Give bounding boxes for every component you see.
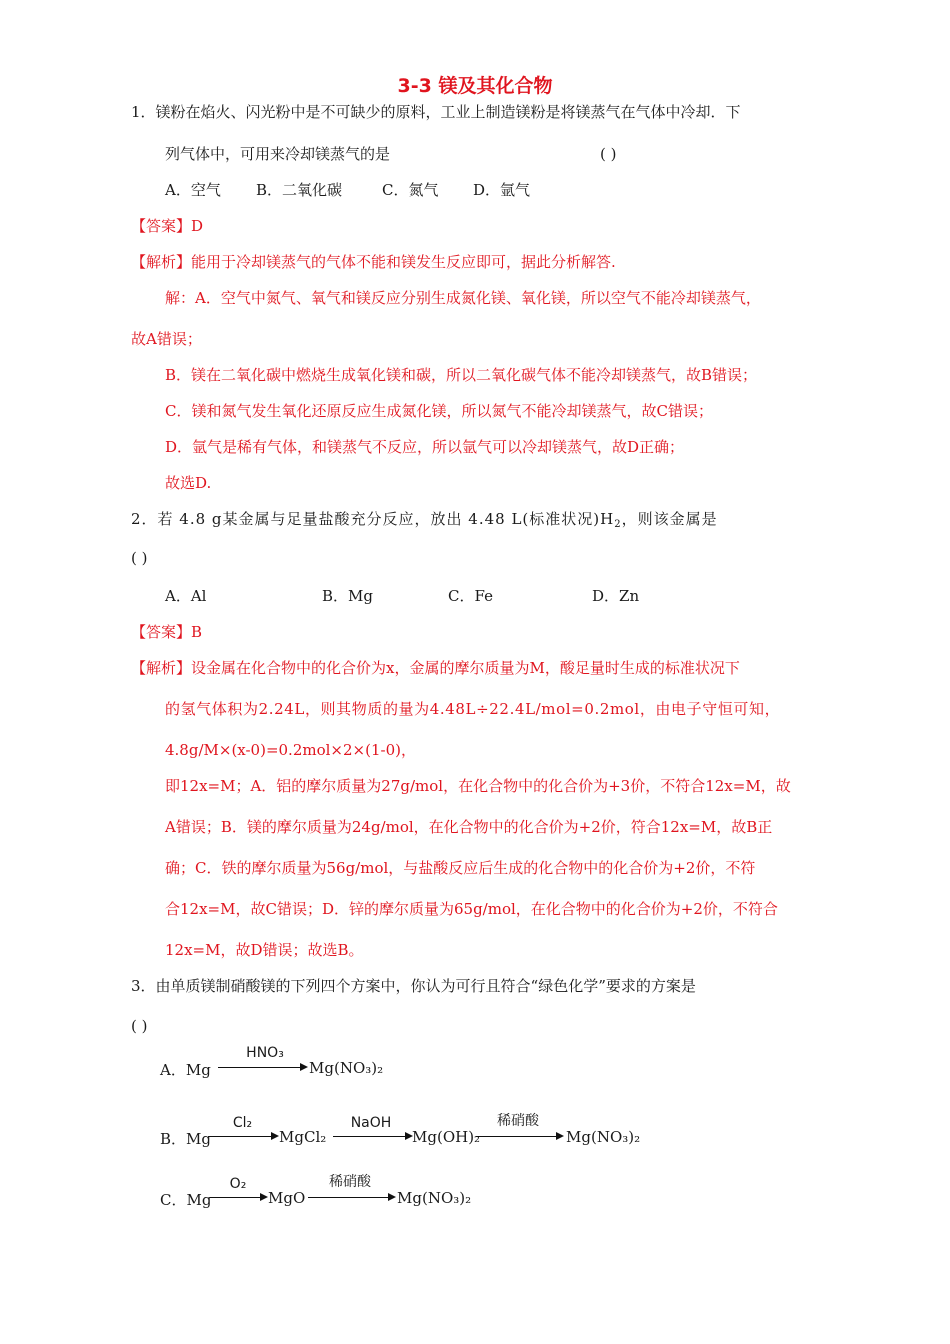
q2-stem-line1: [131, 509, 718, 535]
q2-analysis-line1: 的氢气体积为2.24L，则其物质的量为4.48L÷22.4L/mol=0.2mol，由电子守恒可知，: [165, 700, 781, 718]
q3-a-product: Mg(NO₃)₂: [309, 1059, 384, 1077]
q2-analysis-line7: 12x=M，故D错误；故选B。: [165, 941, 364, 959]
q2-analysis-line3: 即12x=M；A．铝的摩尔质量为27g/mol，在化合物中的化合价为+3价，不符合12x=M，故: [165, 777, 791, 795]
q2-analysis-line4: A错误；B．镁的摩尔质量为24g/mol，在化合物中的化合价为+2价，符合12x=M，故B正: [165, 818, 773, 836]
q3-c-reagent2: 稀硝酸: [329, 1174, 371, 1190]
q3-b-intermediate2: Mg(OH)₂: [412, 1128, 481, 1146]
answer-tag: 【答案】: [131, 623, 192, 641]
q1-option-b: B．二氧化碳: [256, 181, 343, 199]
q1-analysis-line6: 故选D.: [165, 474, 212, 492]
answer-value: B: [191, 623, 203, 641]
q3-b-label: B．Mg: [160, 1130, 211, 1148]
q2-analysis-line6: 合12x=M，故C错误；D．锌的摩尔质量为65g/mol，在化合物中的化合价为+2价，不符合: [165, 900, 778, 918]
q3-b-reagent2: NaOH: [350, 1115, 392, 1131]
q1-stem-line1: 1．镁粉在焰火、闪光粉中是不可缺少的原料，工业上制造镁粉是将镁蒸气在气体中冷却．下: [131, 103, 741, 121]
q2-paren: ( ): [131, 549, 148, 567]
answer-tag: 【答案】: [131, 217, 192, 235]
analysis-tag: 【解析】: [131, 659, 192, 677]
q3-stem-line1: 3．由单质镁制硝酸镁的下列四个方案中，你认为可行且符合“绿色化学”要求的方案是: [131, 977, 696, 995]
page-title: 3-3 镁及其化合物: [397, 75, 553, 97]
q3-a-label: A．Mg: [160, 1061, 211, 1079]
analysis-text: 设金属在化合物中的化合价为x，金属的摩尔质量为M，酸足量时生成的标准状况下: [191, 659, 740, 677]
q1-analysis-line0: [131, 252, 616, 272]
q2-analysis-line0: [131, 658, 740, 678]
q1-analysis-line5: D．氩气是稀有气体，和镁蒸气不反应，所以氩气可以冷却镁蒸气，故D正确；: [165, 438, 685, 456]
q3-b-intermediate1: MgCl₂: [279, 1128, 327, 1146]
reaction-arrow: [210, 1197, 266, 1198]
q2-stem-part-b: ，则该金属是: [621, 510, 718, 528]
reaction-arrow: [308, 1197, 394, 1198]
q1-option-c: C．氮气: [382, 181, 439, 199]
q1-stem-line2: 列气体中，可用来冷却镁蒸气的是: [165, 145, 391, 163]
q2-stem-part-a: 2．若 4.8 g某金属与足量盐酸充分反应，放出 4.48 L(标准状况)H: [131, 510, 615, 528]
q3-c-intermediate1: MgO: [268, 1189, 306, 1207]
q1-option-a: A．空气: [165, 181, 221, 199]
reaction-arrow: [209, 1136, 277, 1137]
q2-answer: [131, 622, 202, 642]
q3-c-label: C．Mg: [160, 1191, 212, 1209]
q3-a-reagent: HNO₃: [246, 1045, 284, 1061]
reaction-arrow: [218, 1067, 306, 1068]
q1-analysis-line3: B．镁在二氧化碳中燃烧生成氧化镁和碳，所以二氧化碳气体不能冷却镁蒸气，故B错误；: [165, 366, 758, 384]
q2-analysis-line5: 确；C．铁的摩尔质量为56g/mol，与盐酸反应后生成的化合物中的化合价为+2价，不符: [165, 859, 756, 877]
reaction-arrow: [333, 1136, 411, 1137]
q2-option-d: D．Zn: [592, 587, 640, 605]
q3-b-reagent3: 稀硝酸: [497, 1113, 539, 1129]
q3-c-product: Mg(NO₃)₂: [397, 1189, 472, 1207]
q2-option-c: C．Fe: [448, 587, 493, 605]
q1-analysis-line2: 故A错误；: [131, 330, 202, 348]
q2-option-b: B．Mg: [322, 587, 373, 605]
q3-b-product: Mg(NO₃)₂: [566, 1128, 641, 1146]
reaction-arrow: [476, 1136, 562, 1137]
q2-option-a: A．Al: [165, 587, 207, 605]
analysis-tag: 【解析】: [131, 253, 192, 271]
q3-b-reagent1: Cl₂: [232, 1115, 253, 1131]
q3-c-reagent1: O₂: [229, 1176, 247, 1192]
q3-paren: ( ): [131, 1017, 148, 1035]
q1-answer: [131, 216, 203, 236]
q2-analysis-line2: 4.8g/M×(x-0)=0.2mol×2×(1-0)，: [165, 741, 416, 759]
q1-option-d: D．氩气: [473, 181, 531, 199]
analysis-text: 能用于冷却镁蒸气的气体不能和镁发生反应即可，据此分析解答.: [191, 253, 616, 271]
q1-analysis-line1: 解：A．空气中氮气、氧气和镁反应分别生成氮化镁、氧化镁，所以空气不能冷却镁蒸气，: [165, 289, 761, 307]
q1-analysis-line4: C．镁和氮气发生氧化还原反应生成氮化镁，所以氮气不能冷却镁蒸气，故C错误；: [165, 402, 713, 420]
q1-paren: ( ): [600, 145, 617, 163]
q2-stem-subscript: 2: [614, 519, 622, 530]
answer-value: D: [191, 217, 204, 235]
